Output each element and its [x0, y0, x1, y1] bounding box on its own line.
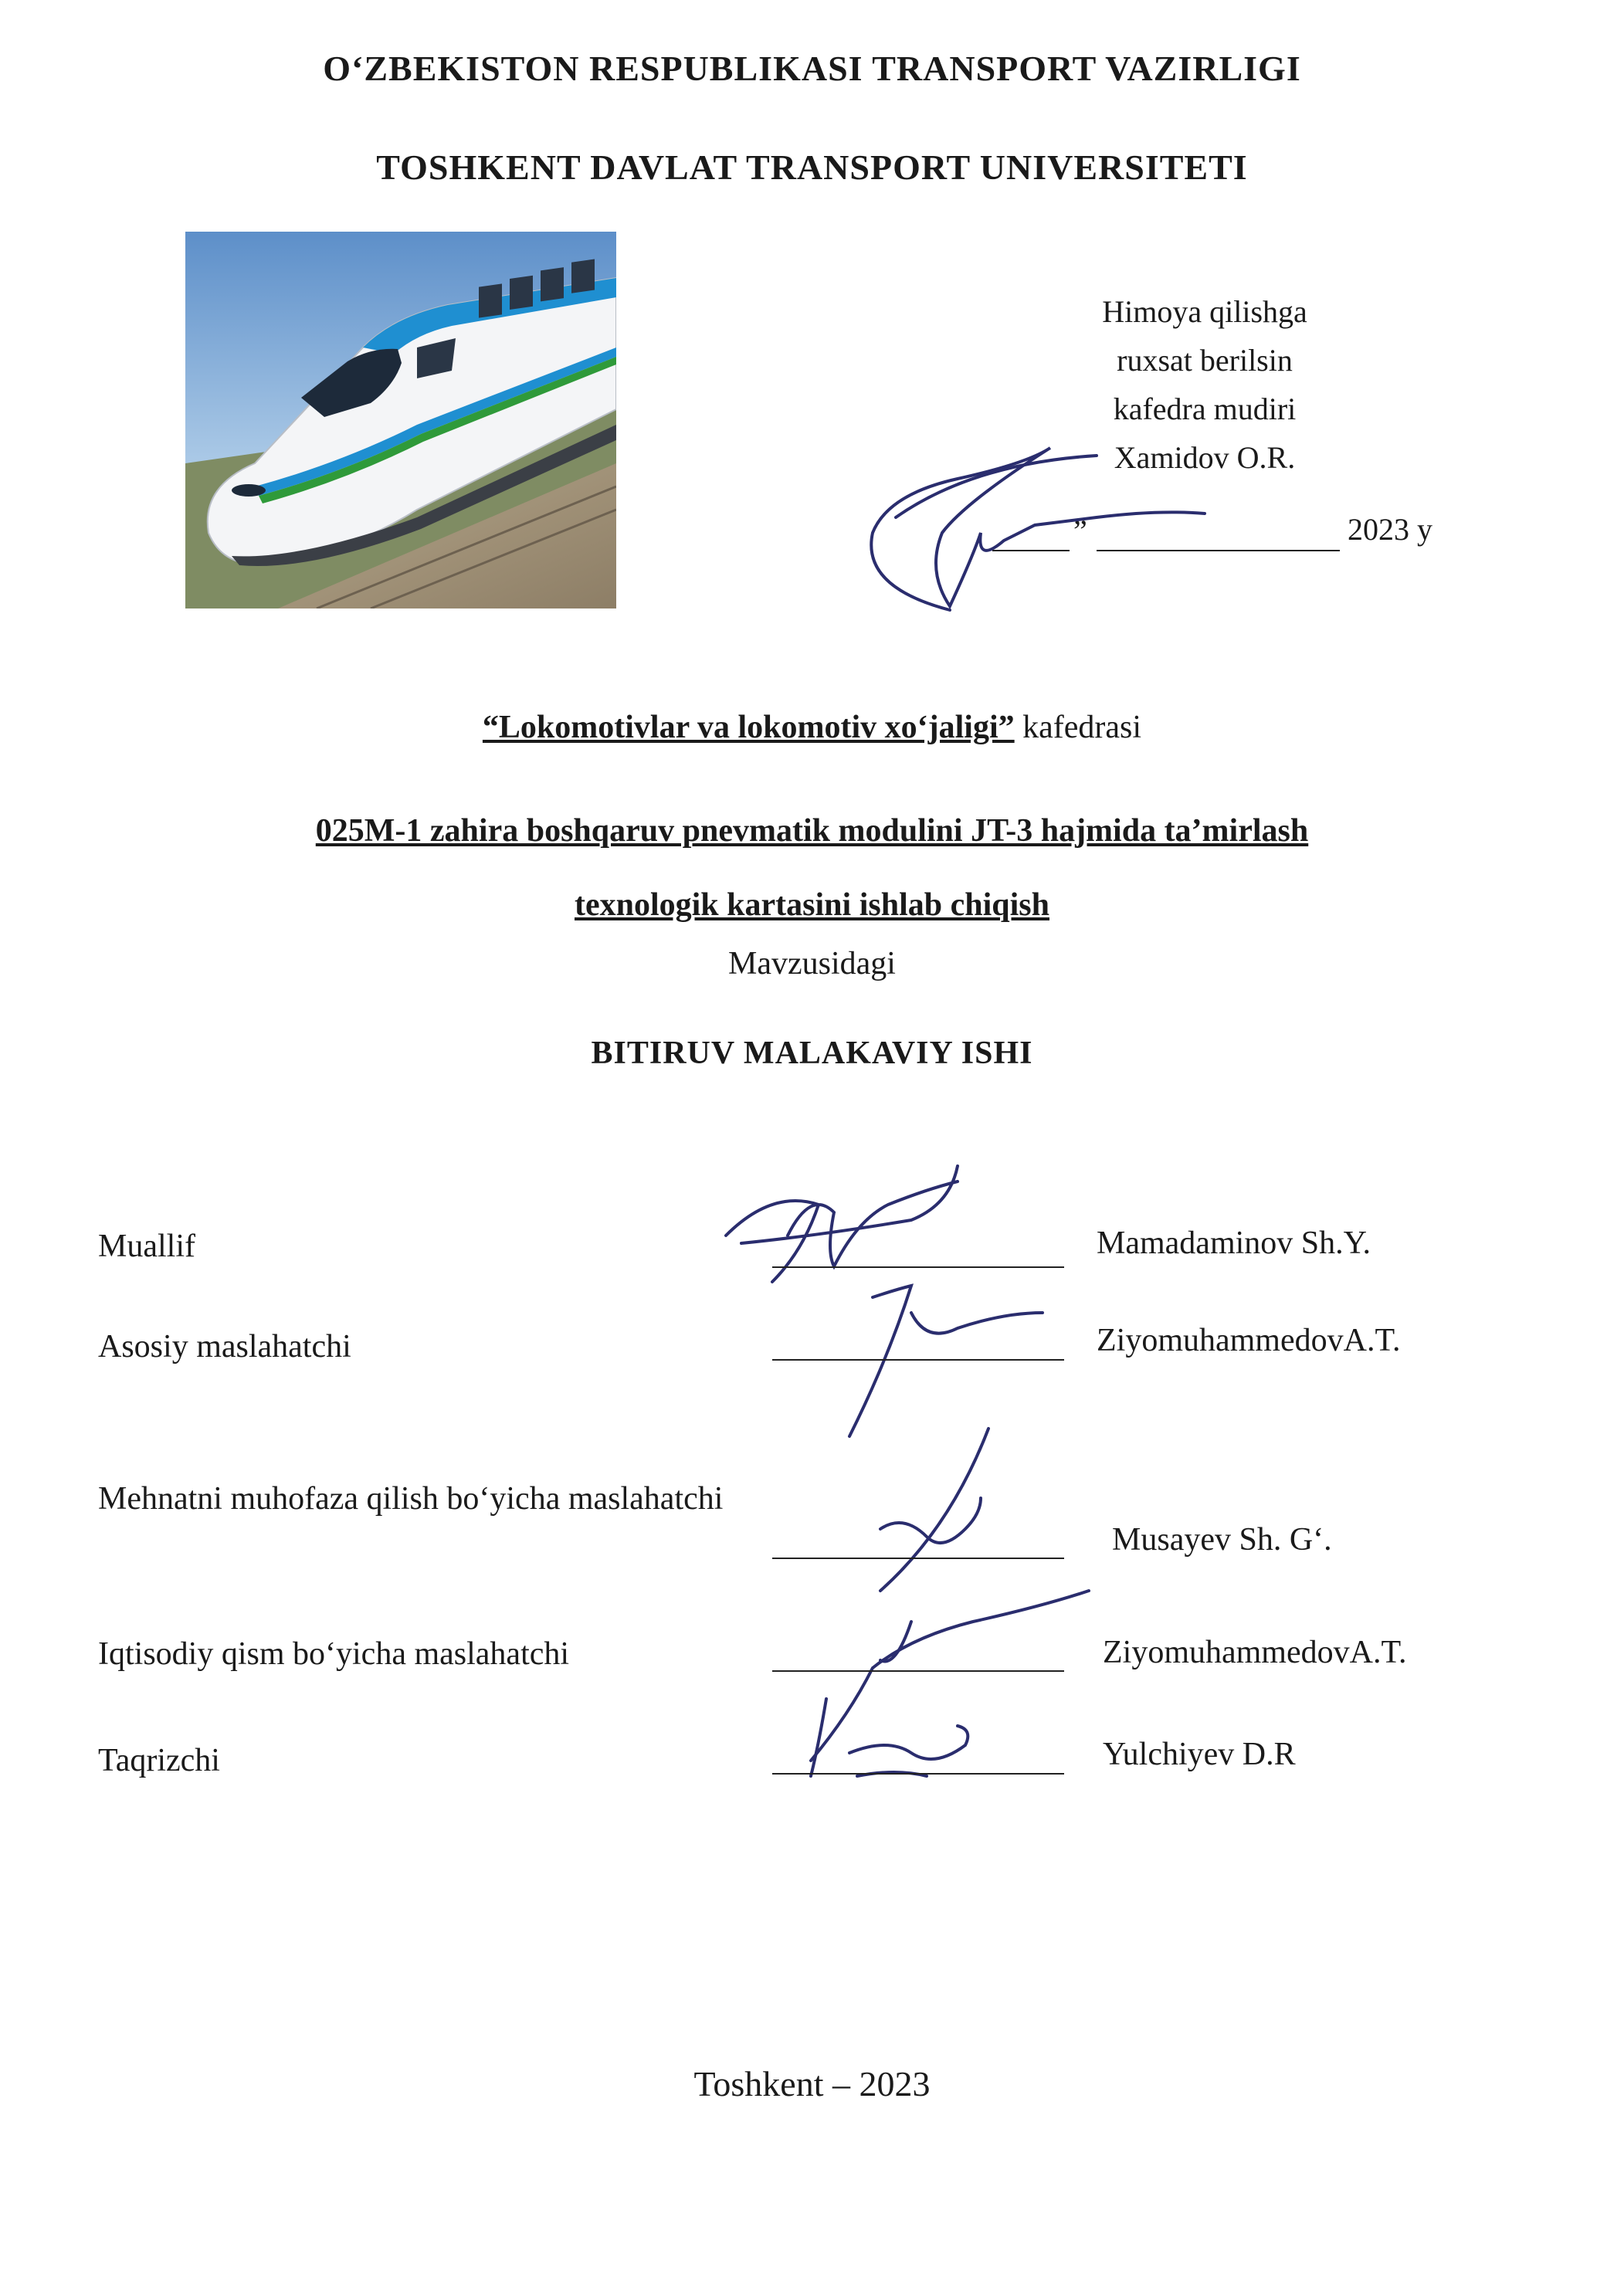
thesis-topic — [116, 794, 1508, 942]
ministry-title: O‘ZBEKISTON RESPUBLIKASI TRANSPORT VAZIRLIGI — [323, 49, 1301, 88]
topic-line-2: texnologik kartasini ishlab chiqish — [574, 887, 1049, 923]
signature-line-author — [772, 1266, 1064, 1268]
department-line — [0, 709, 1624, 746]
signatory-name-economics-advisor: ZiyomuhammedovA.T. — [1103, 1635, 1407, 1670]
date-year: 2023 y — [1348, 512, 1432, 547]
signatory-name-reviewer: Yulchiyev D.R — [1103, 1737, 1296, 1772]
signatory-role-economics-advisor: Iqtisodiy qism bo‘yicha maslahatchi — [98, 1636, 570, 1672]
signatory-role-main-advisor: Asosiy maslahatchi — [98, 1329, 351, 1364]
date-quote: ” — [1073, 514, 1087, 548]
train-photo — [185, 232, 616, 608]
train-illustration — [185, 232, 616, 608]
approval-date — [992, 511, 1440, 558]
signatory-role-safety-advisor: Mehnatni muhofaza qilish bo‘yicha maslahatchi — [98, 1481, 724, 1517]
signatory-role-author: Muallif — [98, 1229, 195, 1264]
signature-line-main-advisor — [772, 1359, 1064, 1361]
topic-caption: Mavzusidagi — [728, 946, 896, 981]
department-suffix: kafedrasi — [1022, 710, 1142, 745]
signature-line-economics-advisor — [772, 1670, 1064, 1672]
approval-line-1: Himoya qilishga — [1102, 294, 1307, 329]
main-advisor-signature — [849, 1286, 1043, 1436]
date-day-blank — [992, 550, 1070, 551]
approval-line-2: ruxsat berilsin — [1117, 343, 1293, 378]
signature-line-safety-advisor — [772, 1558, 1064, 1559]
approval-line-3: kafedra mudiri — [1113, 392, 1297, 426]
signature-line-reviewer — [772, 1773, 1064, 1775]
reviewer-signature — [811, 1699, 968, 1776]
signatory-name-safety-advisor: Musayev Sh. G‘. — [1112, 1522, 1332, 1558]
signatory-name-main-advisor: ZiyomuhammedovA.T. — [1097, 1323, 1401, 1358]
economics-advisor-signature — [811, 1591, 1089, 1761]
city-year-footer: Toshkent – 2023 — [693, 2064, 931, 2103]
approval-block — [1027, 287, 1382, 482]
date-month-blank — [1097, 550, 1340, 551]
university-title: TOSHKENT DAVLAT TRANSPORT UNIVERSITETI — [376, 147, 1248, 187]
author-signature — [726, 1166, 958, 1282]
department-name: “Lokomotivlar va lokomotiv xo‘jaligi” — [482, 710, 1015, 745]
work-type-title: BITIRUV MALAKAVIY ISHI — [591, 1036, 1033, 1071]
signatory-role-reviewer: Taqrizchi — [98, 1743, 220, 1778]
approval-line-4: Xamidov O.R. — [1114, 440, 1296, 475]
signatory-name-author: Mamadaminov Sh.Y. — [1097, 1225, 1371, 1261]
safety-advisor-signature — [880, 1429, 988, 1591]
topic-line-1: 025M-1 zahira boshqaruv pnevmatik modulini JT-3 hajmida ta’mirlash — [315, 813, 1309, 849]
